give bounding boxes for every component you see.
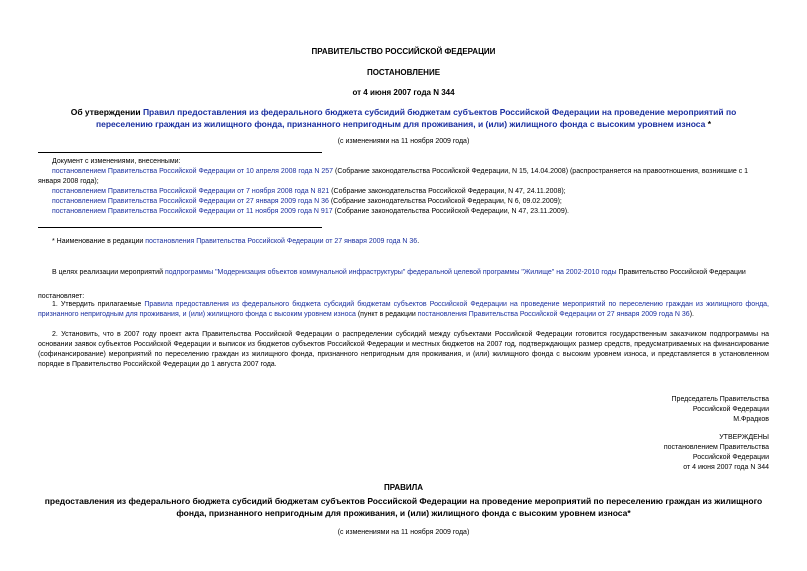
approval-line: УТВЕРЖДЕНЫ: [719, 434, 769, 441]
amendment-text: (Собрание законодательства Российской Федерации, N 15, 14.04.2008) (распространяется на правоотношения, возникшие с 1 января 2008 года);: [38, 168, 749, 185]
item-2: 2. Установить, что в 2007 году проект акта Правительства Российской Федерации о распределении субсидий между субъектами Российской Федерации готовится государственным заказчиком подпрограммы на основании заявок субъектов Российской Федерации и выписок из бюджетов субъектов Российской Федерации и местных бюджетов на 2007 год, подтверждающих размер средств, предусматриваемых на финансирование (софинансирование) мероприятий по переселению граждан из жилищного фонда, признанного непригодным для проживания, и (или) жилищного фонда с высоким уровнем износа, и представляется в установленном порядке в Правительство Российской Федерации до 1 августа 2007 года.: [38, 331, 769, 368]
approval-block: [529, 433, 769, 473]
program-link[interactable]: подпрограммы "Модернизация объектов коммунальной инфраструктуры" федеральной целевой программы "Жилище" на 2002-2010 годы: [164, 269, 617, 276]
signature-line: Председатель Правительства: [671, 396, 769, 403]
intro-paragraph: [52, 268, 769, 278]
document-date: от 4 июня 2007 года N 344: [352, 88, 455, 97]
title-prefix: Об утверждении: [70, 107, 143, 117]
item-1-text: 1. Утвердить прилагаемые: [52, 301, 145, 308]
document-title: [52, 106, 755, 130]
signature-line: Российской Федерации: [692, 406, 769, 413]
rules-heading: ПРАВИЛА: [383, 483, 424, 492]
title-link[interactable]: Правил предоставления из федерального бюджета субсидий бюджетам субъектов Российской Федерации на проведение мероприятий по переселению граждан из жилищного фонда, признанного непригодным для проживания, и (или) жилищного фонда с высоким уровнем износа: [95, 107, 737, 129]
approval-line: постановлением Правительства: [663, 444, 769, 451]
decides-text: постановляет:: [38, 293, 85, 300]
amendment-link[interactable]: постановлением Правительства Российской Федерации от 10 апреля 2008 года N 257: [52, 168, 334, 175]
amendment-text: (Собрание законодательства Российской Федерации, N 6, 09.02.2009);: [328, 198, 562, 205]
intro-text: Правительство Российской Федерации: [616, 269, 746, 276]
amendment-item: [38, 167, 769, 187]
divider: [38, 227, 322, 228]
item-1: [38, 300, 769, 320]
intro-text: В целях реализации мероприятий: [52, 269, 165, 276]
amendment-text: (Собрание законодательства Российской Федерации, N 47, 24.11.2008);: [329, 188, 566, 195]
approval-line: от 4 июня 2007 года N 344: [683, 464, 769, 471]
footnote-suffix: .: [417, 238, 420, 245]
item-1-text: ).: [689, 311, 694, 318]
footnote-link[interactable]: постановления Правительства Российской Федерации от 27 января 2009 года N 36: [145, 238, 418, 245]
amendment-item: [38, 207, 769, 217]
document-type: ПОСТАНОВЛЕНИЕ: [366, 68, 441, 77]
amendment-item: [38, 197, 769, 207]
rules-link[interactable]: Правила предоставления из федерального бюджета субсидий бюджетам субъектов Российской Федерации на проведение мероприятий по переселению граждан из жилищного фонда, признанного непригодным для проживания, и (или) жилищного фонда с высоким уровнем износа: [38, 301, 769, 318]
approval-line: Российской Федерации: [692, 454, 769, 461]
amendments-block: [38, 157, 769, 217]
amendment-link[interactable]: постановлением Правительства Российской Федерации от 7 ноября 2008 года N 821: [52, 188, 330, 195]
signature-block: [529, 395, 769, 425]
rules-changes-note: (с изменениями на 11 ноября 2009 года): [337, 529, 470, 536]
footnote-prefix: * Наименование в редакции: [52, 238, 146, 245]
footnote: [52, 237, 769, 247]
amendment-text: (Собрание законодательства Российской Федерации, N 47, 23.11.2009).: [332, 208, 569, 215]
divider: [38, 152, 322, 153]
amendments-intro: Документ с изменениями, внесенными:: [52, 158, 181, 165]
amendment-link[interactable]: постановлением Правительства Российской Федерации от 27 января 2009 года N 36: [52, 198, 329, 205]
edition-link[interactable]: постановления Правительства Российской Федерации от 27 января 2009 года N 36: [417, 311, 690, 318]
amendment-link[interactable]: постановлением Правительства Российской Федерации от 11 ноября 2009 года N 917: [52, 208, 333, 215]
title-suffix: *: [705, 119, 712, 129]
signature-name: М.Фрадков: [733, 416, 769, 423]
rules-subtitle: предоставления из федерального бюджета субсидий бюджетам субъектов Российской Федерации на проведение мероприятий по переселению граждан из жилищного фонда, признанного непригодным для проживания, и (или) жилищного фонда с высоким уровнем износа*: [44, 496, 763, 518]
amendment-item: [38, 187, 769, 197]
item-1-text: (пункт в редакции: [355, 311, 418, 318]
changes-note: (с изменениями на 11 ноября 2009 года): [337, 138, 470, 145]
government-name: ПРАВИТЕЛЬСТВО РОССИЙСКОЙ ФЕДЕРАЦИИ: [311, 47, 496, 56]
